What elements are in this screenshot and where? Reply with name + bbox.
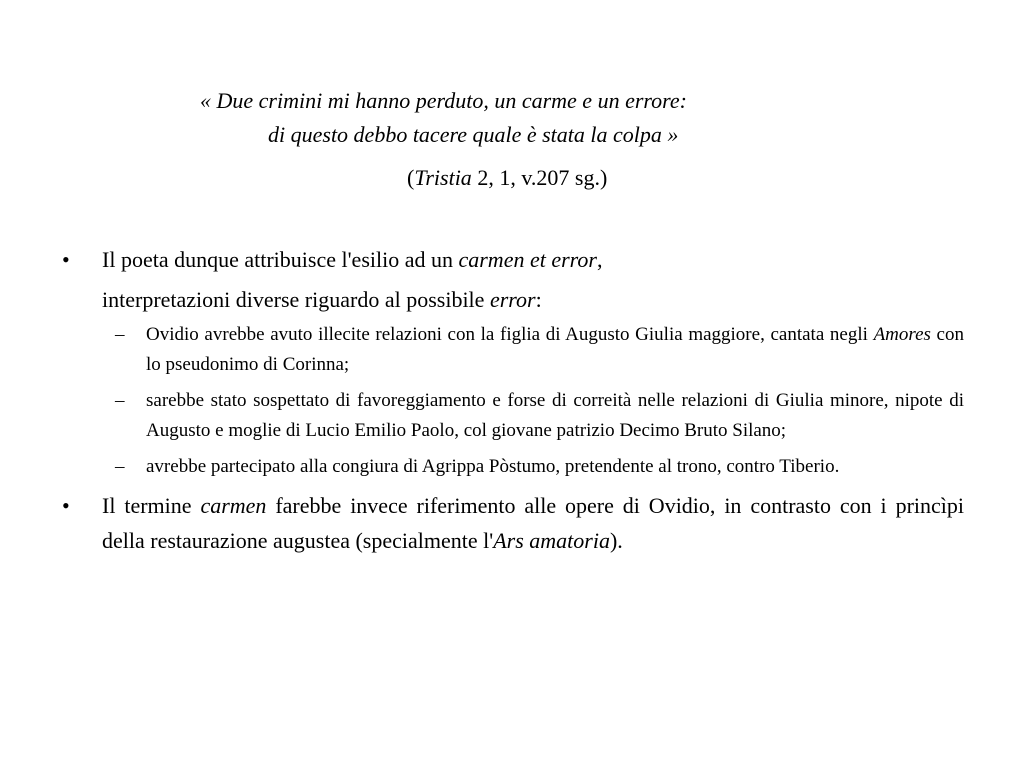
bullet-1-text: Il poeta dunque attribuisce l'esilio ad un xyxy=(102,247,459,272)
sub-bullet-2-text: sarebbe stato sospettato di favoreggiamento e forse di correità nelle relazioni di Giulia minore, nipote di Augusto e moglie di Lucio Emilio Paolo, col giovane patrizio Decimo Bruto Silano; xyxy=(146,390,964,441)
bullet-1-end-2: : xyxy=(535,287,542,312)
citation-work: Tristia xyxy=(414,165,472,190)
bullet-icon: • xyxy=(62,247,70,272)
sub-bullet-3-text: avrebbe partecipato alla congiura di Agrippa Pòstumo, pretendente al trono, contro Tiberio. xyxy=(146,456,840,477)
sub-bullet-item-2 xyxy=(62,386,964,446)
bullet-2-text: Il termine xyxy=(102,493,201,518)
bullet-item-2 xyxy=(62,488,964,558)
sub-bullet-list xyxy=(62,320,964,482)
bullet-item-1 xyxy=(62,240,964,320)
sub-bullet-item-1 xyxy=(62,320,964,380)
bullet-2-text-mid: farebbe invece riferimento alle opere di Ovidio, in contrasto con i princìpi della restaurazione augustea (specialmente l' xyxy=(102,493,965,553)
quote-line-2: di questo debbo tacere quale è stata la colpa » xyxy=(268,122,679,147)
bullet-2-text-end: ). xyxy=(609,528,623,553)
sub-bullet-1-text: Ovidio avrebbe avuto illecite relazioni con la figlia di Augusto Giulia maggiore, cantata negli xyxy=(146,324,874,345)
citation-rest: 2, 1, v.207 sg.) xyxy=(471,165,608,190)
dash-icon: – xyxy=(115,324,125,345)
bullet-1-end: , xyxy=(596,247,603,272)
sub-bullet-1-text-end: con lo pseudonimo di Corinna; xyxy=(146,324,964,375)
bullet-1-line-2 xyxy=(102,280,964,320)
bullet-1-italic: carmen et error xyxy=(458,247,597,272)
bullet-list xyxy=(62,240,964,558)
bullet-1-italic-2: error xyxy=(489,287,536,312)
quote-citation xyxy=(407,163,607,193)
bullet-2-italic-2: Ars amatoria xyxy=(493,528,610,553)
sub-bullet-item-3 xyxy=(62,452,964,482)
bullet-2-italic: carmen xyxy=(200,493,267,518)
dash-icon: – xyxy=(115,390,125,411)
bullet-1-line-1 xyxy=(102,240,964,280)
dash-icon: – xyxy=(115,456,125,477)
citation-open: ( xyxy=(407,165,415,190)
bullet-icon: • xyxy=(62,493,70,518)
sub-bullet-1-italic: Amores xyxy=(873,324,931,345)
bullet-1-text-2: interpretazioni diverse riguardo al possibile xyxy=(102,287,490,312)
quote-line-1: « Due crimini mi hanno perduto, un carme e un errore: xyxy=(200,88,687,113)
